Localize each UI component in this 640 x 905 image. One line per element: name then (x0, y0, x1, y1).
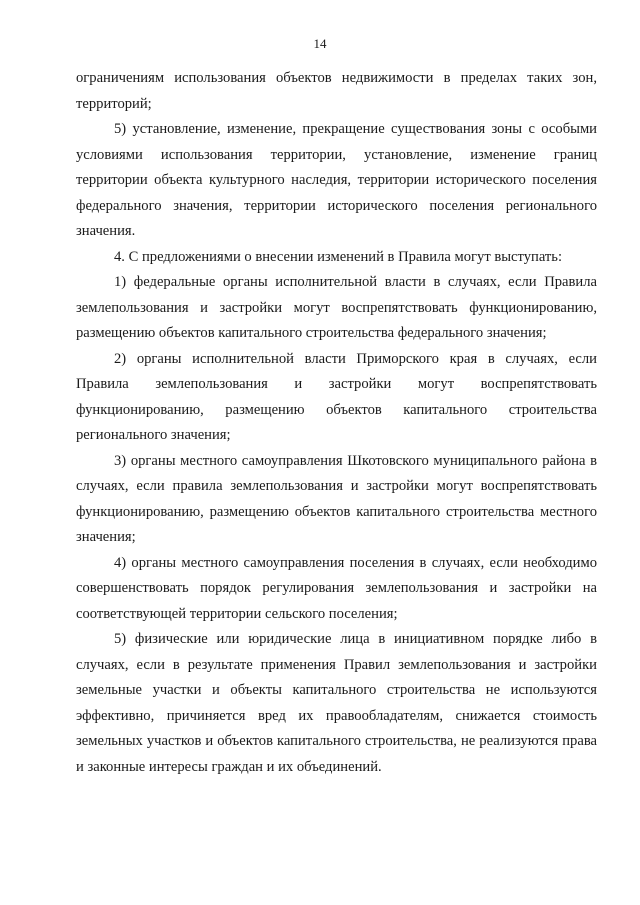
paragraph-item-3-municipal: 3) органы местного самоуправления Шкотовского муниципального района в случаях, если правила землепользования и застройки могут воспрепятствовать функционированию, размещению объектов капитального строительства местного значения; (76, 452, 597, 545)
paragraph-section-4-heading: 4. С предложениями о внесении изменений в Правила могут выступать: (114, 248, 563, 265)
paragraph-item-4-settlement: 4) органы местного самоуправления поселения в случаях, если необходимо совершенствовать порядок регулирования землепользования и застройки на соответствующей территории сельского поселения; (76, 554, 597, 622)
paragraph-item-5-zone-changes: 5) установление, изменение, прекращение существования зоны с особыми условиями использования территории, установление, изменение границ территории объекта культурного наследия, территории исторического поселения федерального значения, территории исторического поселения регионального значения. (76, 121, 597, 239)
document-body (76, 66, 597, 780)
paragraph-item-5-persons: 5) физические или юридические лица в инициативном порядке либо в случаях, если в результате применения Правил землепользования и застройки земельные участки и объекты капитального строительства не используются эффективно, причиняется вред их правообладателям, снижается стоимость земельных участков и объектов капитального строительства, не реализуются права и законные интересы граждан и их объединений. (76, 631, 597, 775)
paragraph-item-1-federal: 1) федеральные органы исполнительной власти в случаях, если Правила землепользования и застройки могут воспрепятствовать функционированию, размещению объектов капитального строительства федерального значения; (76, 274, 597, 341)
paragraph-item-2-regional: 2) органы исполнительной власти Приморского края в случаях, если Правила землепользования и застройки могут воспрепятствовать функционированию, размещению объектов капитального строительства регионального значения; (76, 350, 597, 443)
page-number: 14 (313, 36, 327, 51)
paragraph-continuation: ограничениям использования объектов недвижимости в пределах таких зон, территорий; (76, 70, 597, 112)
